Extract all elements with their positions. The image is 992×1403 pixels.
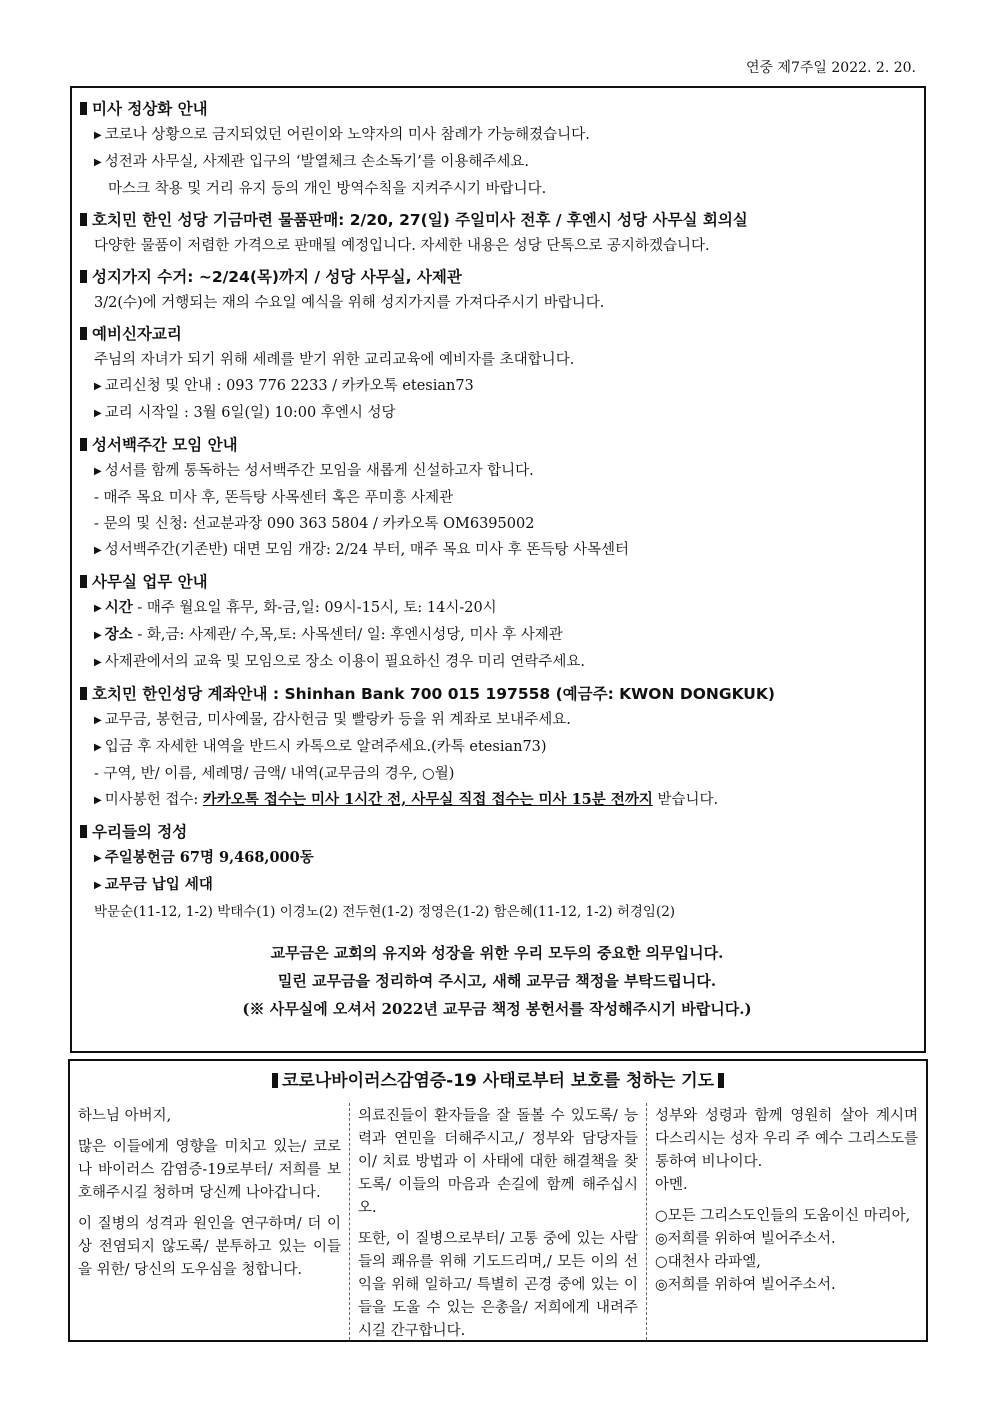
text-line: 성서를 함께 통독하는 성서백주간 모임을 새롭게 신설하고자 합니다. bbox=[104, 463, 534, 479]
section-palm bbox=[80, 264, 914, 316]
section-bible bbox=[80, 432, 914, 564]
text-line: 미사봉헌 접수: bbox=[104, 792, 203, 808]
square-bullet-icon bbox=[80, 270, 87, 283]
text-line: 성서백주간(기존반) 대면 모임 개강: 2/24 부터, 매주 목요 미사 후 똔득탕 사목센터 bbox=[104, 542, 629, 558]
text-line: - 화,금: 사제관/ 수,목,토: 사목센터/ 일: 후엔시성당, 미사 후 사제관 bbox=[132, 627, 563, 643]
prayer-paragraph: ◎저희를 위하여 빌어주소서. bbox=[655, 1277, 836, 1293]
triangle-bullet-icon: ▶ bbox=[94, 603, 102, 614]
text-line: - 매주 월요일 휴무, 화-금,일: 09시-15시, 토: 14시-20시 bbox=[132, 600, 497, 616]
section-title: 성지가지 수거: ~2/24(목)까지 / 성당 사무실, 사제관 bbox=[92, 268, 462, 286]
prayer-column-3 bbox=[647, 1103, 926, 1340]
prayer-title-text: 코로나바이러스감염증-19 사태로부터 보호를 청하는 기도 bbox=[281, 1071, 715, 1091]
section-title: 호치민 한인성당 계좌안내 : Shinhan Bank 700 015 197558 (예금주: KWON DONGKUK) bbox=[92, 685, 775, 703]
prayer-paragraph: 아멘. bbox=[655, 1177, 688, 1193]
square-bullet-icon bbox=[80, 213, 87, 226]
text-line: 교무금 납입 세대 bbox=[104, 876, 213, 893]
triangle-bullet-icon: ▶ bbox=[94, 466, 102, 477]
section-offering bbox=[80, 819, 914, 925]
text-line: 사제관에서의 교육 및 모임으로 장소 이용이 필요하신 경우 미리 연락주세요. bbox=[104, 654, 586, 670]
triangle-bullet-icon: ▶ bbox=[94, 795, 102, 806]
text-line: 교리 시작일 : 3월 6일(일) 10:00 후엔시 성당 bbox=[104, 405, 396, 421]
text-line: 성전과 사무실, 사제관 입구의 ‘발열체크 손소독기’를 이용해주세요. bbox=[104, 154, 529, 170]
triangle-bullet-icon: ▶ bbox=[94, 545, 102, 556]
square-bullet-icon bbox=[80, 825, 87, 838]
text-line: 교리신청 및 안내 : 093 776 2233 / 카카오톡 etesian73 bbox=[104, 378, 474, 394]
closing-line: 밀린 교무금을 정리하여 주시고, 새해 교무금 책정을 부탁드립니다. bbox=[277, 972, 717, 990]
square-bullet-icon bbox=[80, 327, 87, 340]
prayer-paragraph: 또한, 이 질병으로부터/ 고통 중에 있는 사람들의 쾌유를 위해 기도드리며,/ 모든 이의 선익을 위해 일하고/ 특별히 곤경 중에 있는 이들을 도울 수 있는 은총을/ 저희에게 내려주시길 간구합니다. bbox=[358, 1231, 638, 1339]
section-mass bbox=[80, 96, 914, 202]
prayer-paragraph: ◎저희를 위하여 빌어주소서. bbox=[655, 1231, 836, 1247]
prayer-paragraph: 의료진들이 환자들을 잘 돌볼 수 있도록/ 능력과 연민을 더해주시고,/ 정부와 담당자들이/ 치료 방법과 이 사태에 대한 해결책을 찾도록/ 이들의 마음과 손길에 함께 해주십시오. bbox=[358, 1108, 638, 1216]
text-line: 마스크 착용 및 거리 유지 등의 개인 방역수칙을 지켜주시기 바랍니다. bbox=[108, 181, 547, 197]
triangle-bullet-icon: ▶ bbox=[94, 853, 102, 864]
triangle-bullet-icon: ▶ bbox=[94, 880, 102, 891]
prayer-box bbox=[68, 1059, 928, 1342]
text-line: 코로나 상황으로 금지되었던 어린이와 노약자의 미사 참례가 가능해졌습니다. bbox=[104, 127, 590, 143]
text-line: 입금 후 자세한 내역을 반드시 카톡으로 알려주세요.(카톡 etesian73) bbox=[104, 739, 547, 755]
section-title: 사무실 업무 안내 bbox=[92, 573, 208, 591]
prayer-paragraph: ○대천사 라파엘, bbox=[655, 1254, 761, 1270]
label-time: 시간 bbox=[104, 599, 133, 616]
section-account bbox=[80, 681, 914, 814]
prayer-column-2 bbox=[350, 1103, 647, 1340]
prayer-paragraph: 이 질병의 성격과 원인을 연구하며/ 더 이상 전염되지 않도록/ 분투하고 있는 이들을 위한/ 당신의 도우심을 청합니다. bbox=[78, 1216, 341, 1278]
text-line: - 매주 목요 미사 후, 똔득탕 사목센터 혹은 푸미흥 사제관 bbox=[94, 490, 454, 506]
prayer-paragraph: 하느님 아버지, bbox=[78, 1108, 172, 1124]
triangle-bullet-icon: ▶ bbox=[94, 157, 102, 168]
section-title: 호치민 한인 성당 기금마련 물품판매: 2/20, 27(일) 주일미사 전후 / 후엔시 성당 사무실 회의실 bbox=[92, 211, 748, 229]
square-bullet-icon bbox=[718, 1073, 724, 1088]
square-bullet-icon bbox=[272, 1073, 278, 1088]
notice-box bbox=[70, 86, 926, 1053]
section-title: 우리들의 정성 bbox=[92, 823, 188, 841]
donor-list: 박문순(11-12, 1-2) 박태수(1) 이경노(2) 전두현(1-2) 정영은(1-2) 함은혜(11-12, 1-2) 허경임(2) bbox=[94, 904, 676, 920]
prayer-paragraph: 성부와 성령과 함께 영원히 살아 계시며 다스리시는 성자 우리 주 예수 그리스도를 통하여 비나이다. bbox=[655, 1108, 918, 1170]
label-place: 장소 bbox=[104, 626, 133, 643]
triangle-bullet-icon: ▶ bbox=[94, 130, 102, 141]
square-bullet-icon bbox=[80, 575, 87, 588]
dateline: 연중 제7주일 2022. 2. 20. bbox=[745, 60, 916, 76]
section-title: 미사 정상화 안내 bbox=[92, 100, 208, 118]
text-line: 교무금, 봉헌금, 미사예물, 감사헌금 및 빨랑카 등을 위 계좌로 보내주세요. bbox=[104, 712, 571, 728]
text-line: 다양한 물품이 저렴한 가격으로 판매될 예정입니다. 자세한 내용은 성당 단톡으로 공지하겠습니다. bbox=[94, 238, 710, 254]
section-title: 성서백주간 모임 안내 bbox=[92, 436, 238, 454]
section-sale bbox=[80, 207, 914, 259]
prayer-column-1 bbox=[70, 1103, 350, 1340]
text-line: - 구역, 반/ 이름, 세례명/ 금액/ 내역(교무금의 경우, ○월) bbox=[94, 766, 455, 782]
prayer-columns bbox=[70, 1103, 926, 1340]
triangle-bullet-icon: ▶ bbox=[94, 742, 102, 753]
text-line: 주일봉헌금 67명 9,468,000동 bbox=[104, 849, 314, 866]
section-catechumen bbox=[80, 321, 914, 427]
closing-line: (※ 사무실에 오셔서 2022년 교무금 책정 봉헌서를 작성해주시기 바랍니다.) bbox=[242, 1000, 752, 1018]
prayer-title bbox=[70, 1061, 926, 1101]
square-bullet-icon bbox=[80, 687, 87, 700]
triangle-bullet-icon: ▶ bbox=[94, 715, 102, 726]
closing-message bbox=[80, 939, 914, 1023]
prayer-paragraph: ○모든 그리스도인들의 도움이신 마리아, bbox=[655, 1208, 911, 1224]
closing-line: 교무금은 교회의 유지와 성장을 위한 우리 모두의 중요한 의무입니다. bbox=[270, 944, 724, 962]
triangle-bullet-icon: ▶ bbox=[94, 408, 102, 419]
text-line: 3/2(수)에 거행되는 재의 수요일 예식을 위해 성지가지를 가져다주시기 바랍니다. bbox=[94, 295, 605, 311]
section-title: 예비신자교리 bbox=[92, 325, 182, 343]
text-line: 받습니다. bbox=[652, 792, 719, 808]
triangle-bullet-icon: ▶ bbox=[94, 381, 102, 392]
triangle-bullet-icon: ▶ bbox=[94, 657, 102, 668]
square-bullet-icon bbox=[80, 438, 87, 451]
square-bullet-icon bbox=[80, 102, 87, 115]
underlined-deadline: 카카오톡 접수는 미사 1시간 전, 사무실 직접 접수는 미사 15분 전까지 bbox=[202, 791, 653, 808]
text-line: - 문의 및 신청: 선교분과장 090 363 5804 / 카카오톡 OM6395002 bbox=[94, 516, 535, 532]
text-line: 주님의 자녀가 되기 위해 세례를 받기 위한 교리교육에 예비자를 초대합니다. bbox=[94, 352, 575, 368]
triangle-bullet-icon: ▶ bbox=[94, 630, 102, 641]
prayer-paragraph: 많은 이들에게 영향을 미치고 있는/ 코로나 바이러스 감염증-19로부터/ 저희를 보호해주시길 청하며 당신께 나아갑니다. bbox=[78, 1139, 341, 1201]
section-office bbox=[80, 569, 914, 676]
